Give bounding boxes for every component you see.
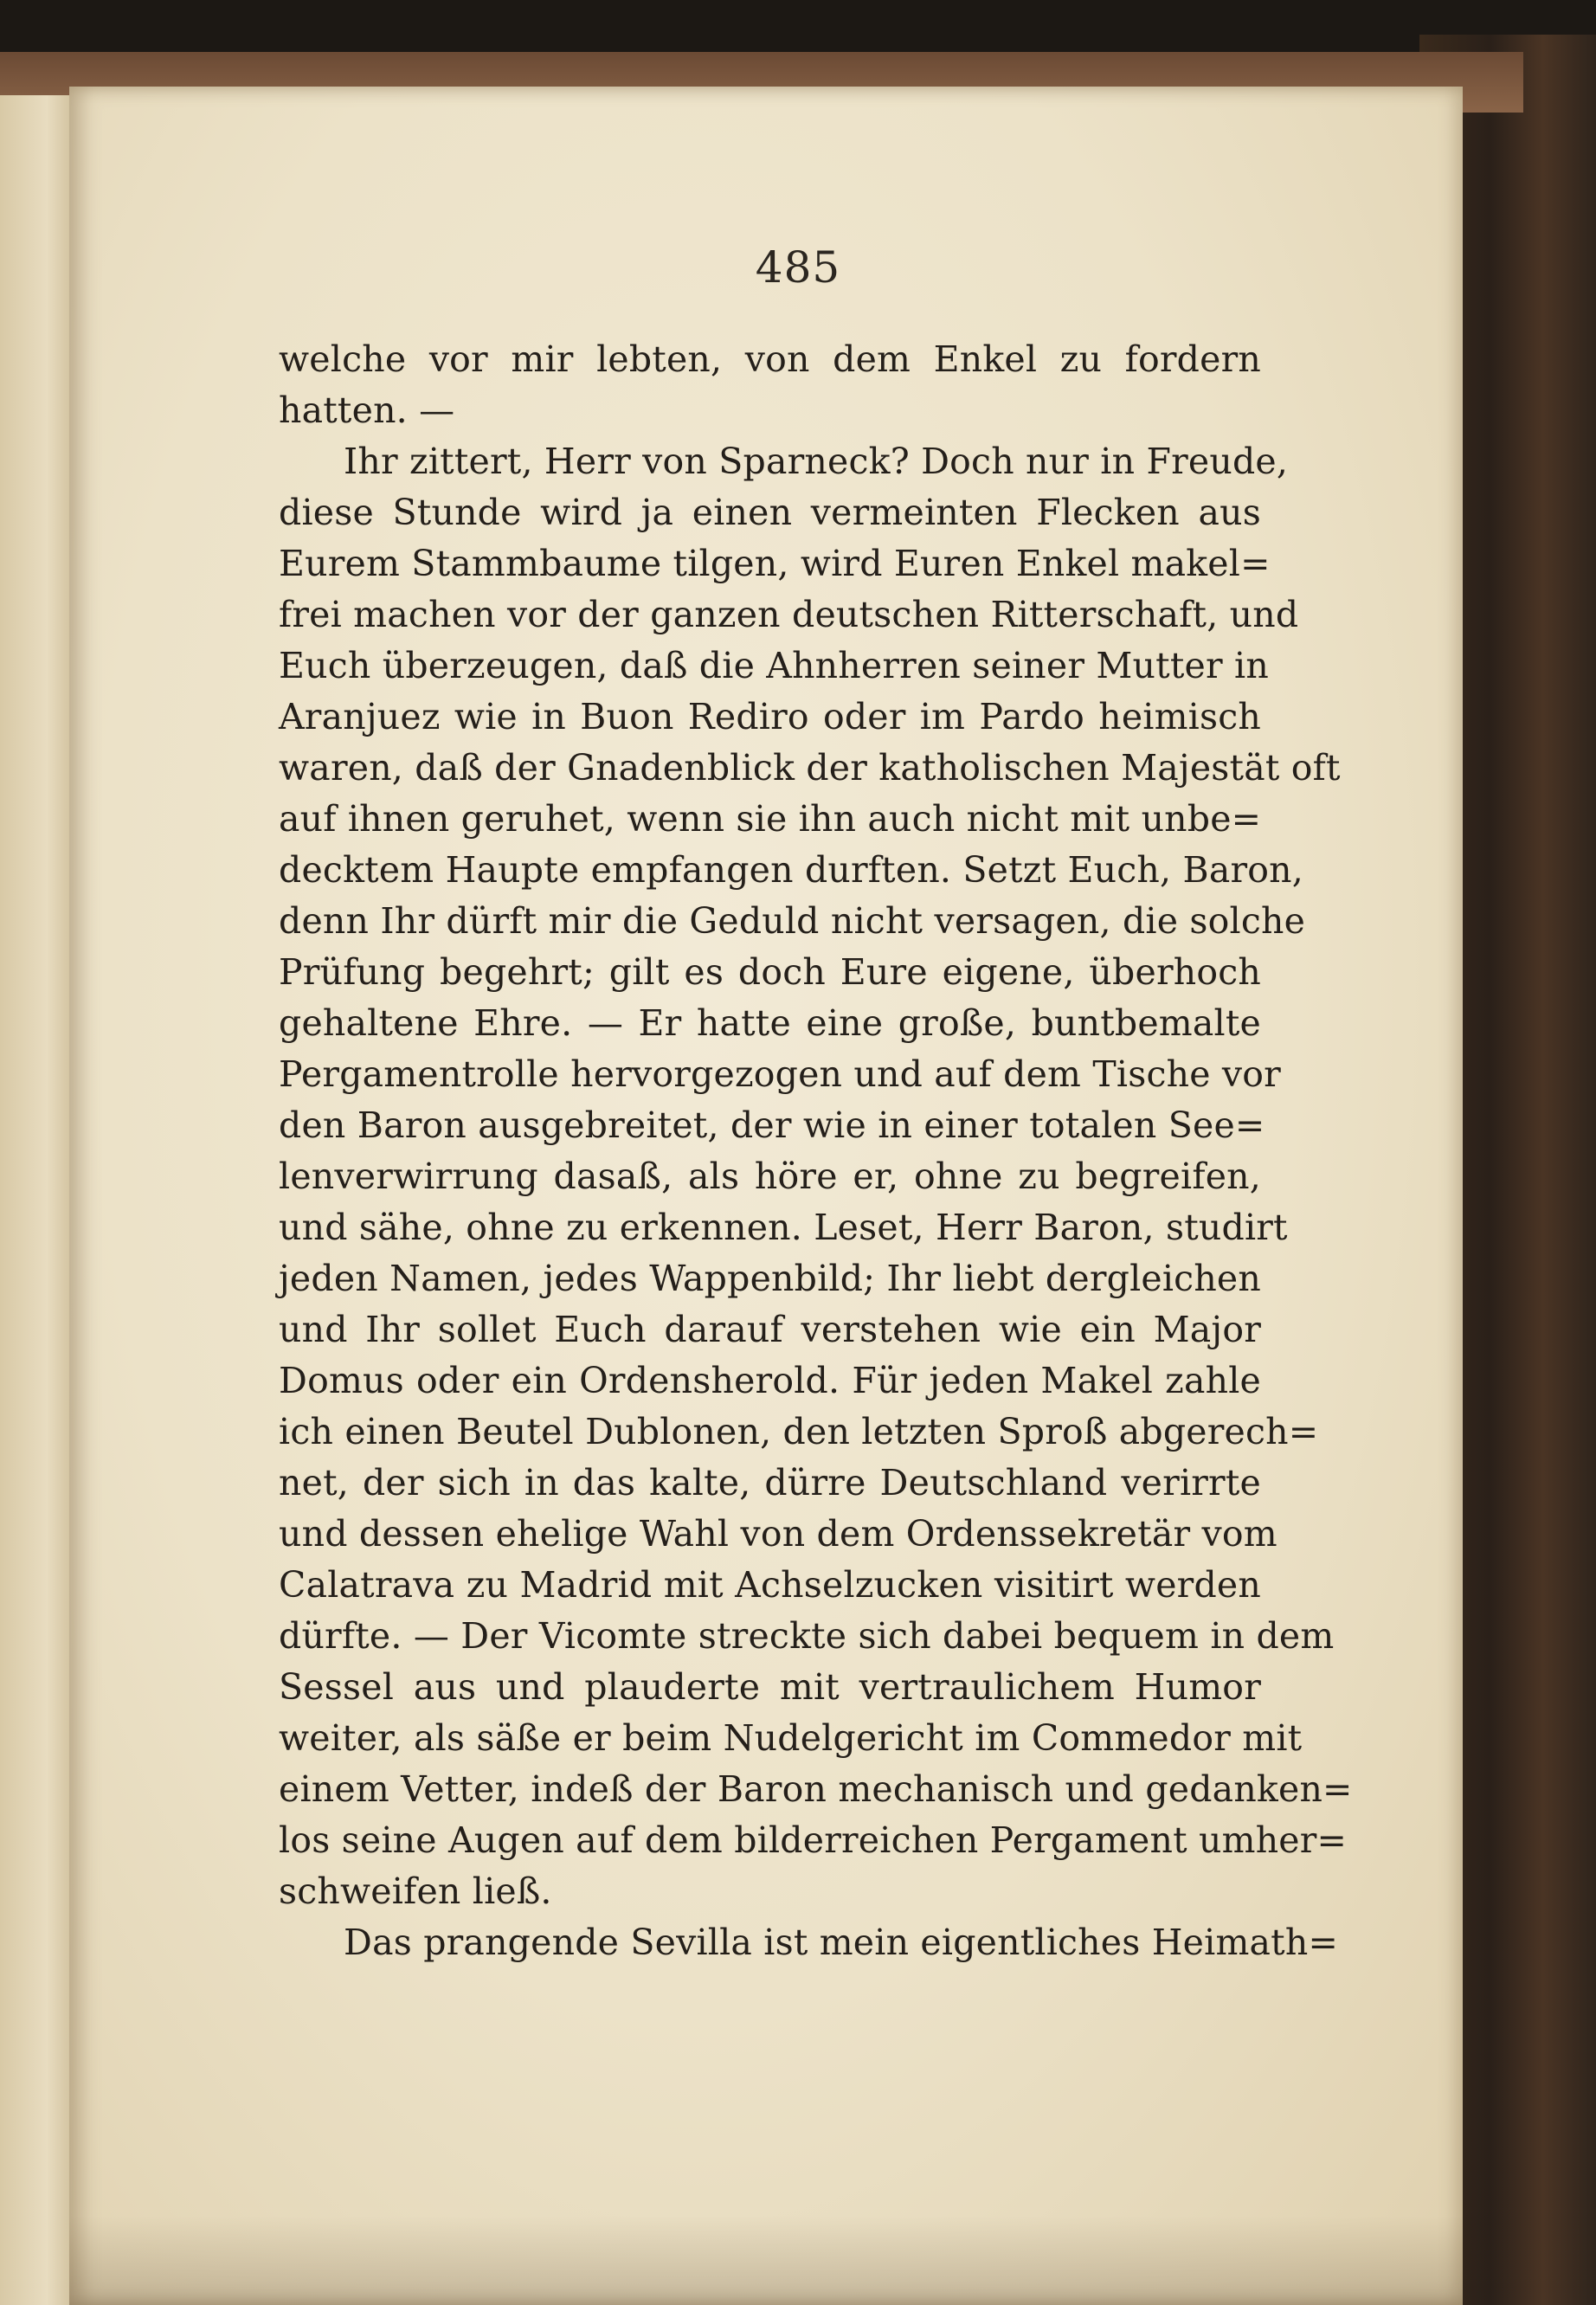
text-line: dürfte. — Der Vicomte streckte sich dabei bequem in dem [279, 1615, 1335, 1657]
text-line: Das prangende Sevilla ist mein eigentliches Heimath= [344, 1922, 1339, 1963]
text-line: ich einen Beutel Dublonen, den letzten Sproß abgerech= [279, 1411, 1319, 1452]
text-line: los seine Augen auf dem bilderreichen Pergament umher= [279, 1819, 1348, 1861]
text-line: jeden Namen, jedes Wappenbild; Ihr liebt dergleichen [279, 1258, 1261, 1299]
text-line: Euch überzeugen, daß die Ahnherren seiner Mutter in [279, 645, 1269, 686]
text-line: den Baron ausgebreitet, der wie in einer totalen See= [279, 1104, 1265, 1146]
body-text [279, 334, 1353, 1968]
facing-page-edge [0, 95, 78, 2305]
text-line: decktem Haupte empfangen durften. Setzt Euch, Baron, [279, 849, 1303, 891]
text-line: Aranjuez wie in Buon Rediro oder im Pardo heimisch [279, 696, 1261, 737]
text-line: hatten. — [279, 390, 455, 431]
page-bottom-shade [69, 2216, 1463, 2305]
text-line: welche vor mir lebten, von dem Enkel zu fordern [279, 338, 1261, 380]
text-line: lenverwirrung dasaß, als höre er, ohne zu begreifen, [279, 1156, 1261, 1197]
text-line: Domus oder ein Ordensherold. Für jeden Makel zahle [279, 1360, 1261, 1401]
text-line: Calatrava zu Madrid mit Achselzucken visitirt werden [279, 1564, 1261, 1606]
text-line: gehaltene Ehre. — Er hatte eine große, buntbemalte [279, 1002, 1261, 1044]
text-line: denn Ihr dürft mir die Geduld nicht versagen, die solche [279, 900, 1306, 942]
text-line: Sessel aus und plauderte mit vertraulichem Humor [279, 1666, 1261, 1708]
page-number: 485 [755, 242, 841, 293]
text-line: Prüfung begehrt; gilt es doch Eure eigene, überhoch [279, 951, 1261, 993]
text-line: und dessen ehelige Wahl von dem Ordenssekretär vom [279, 1513, 1277, 1555]
text-line: schweifen ließ. [279, 1870, 552, 1912]
text-line: und sähe, ohne zu erkennen. Leset, Herr Baron, studirt [279, 1207, 1288, 1248]
text-line: waren, daß der Gnadenblick der katholischen Majestät oft [279, 747, 1341, 789]
text-line: einem Vetter, indeß der Baron mechanisch und gedanken= [279, 1768, 1353, 1810]
text-line: Ihr zittert, Herr von Sparneck? Doch nur in Freude, [344, 441, 1289, 482]
text-line: net, der sich in das kalte, dürre Deutschland verirrte [279, 1462, 1261, 1503]
text-line: weiter, als säße er beim Nudelgericht im Commedor mit [279, 1717, 1303, 1759]
text-line: auf ihnen geruhet, wenn sie ihn auch nicht mit unbe= [279, 798, 1262, 840]
text-line: Eurem Stammbaume tilgen, wird Euren Enkel makel= [279, 543, 1271, 584]
text-line: diese Stunde wird ja einen vermeinten Flecken aus [279, 492, 1261, 533]
text-line: frei machen vor der ganzen deutschen Ritterschaft, und [279, 594, 1299, 635]
text-line: und Ihr sollet Euch darauf verstehen wie ein Major [279, 1309, 1261, 1350]
text-line: Pergamentrolle hervorgezogen und auf dem Tische vor [279, 1053, 1281, 1095]
